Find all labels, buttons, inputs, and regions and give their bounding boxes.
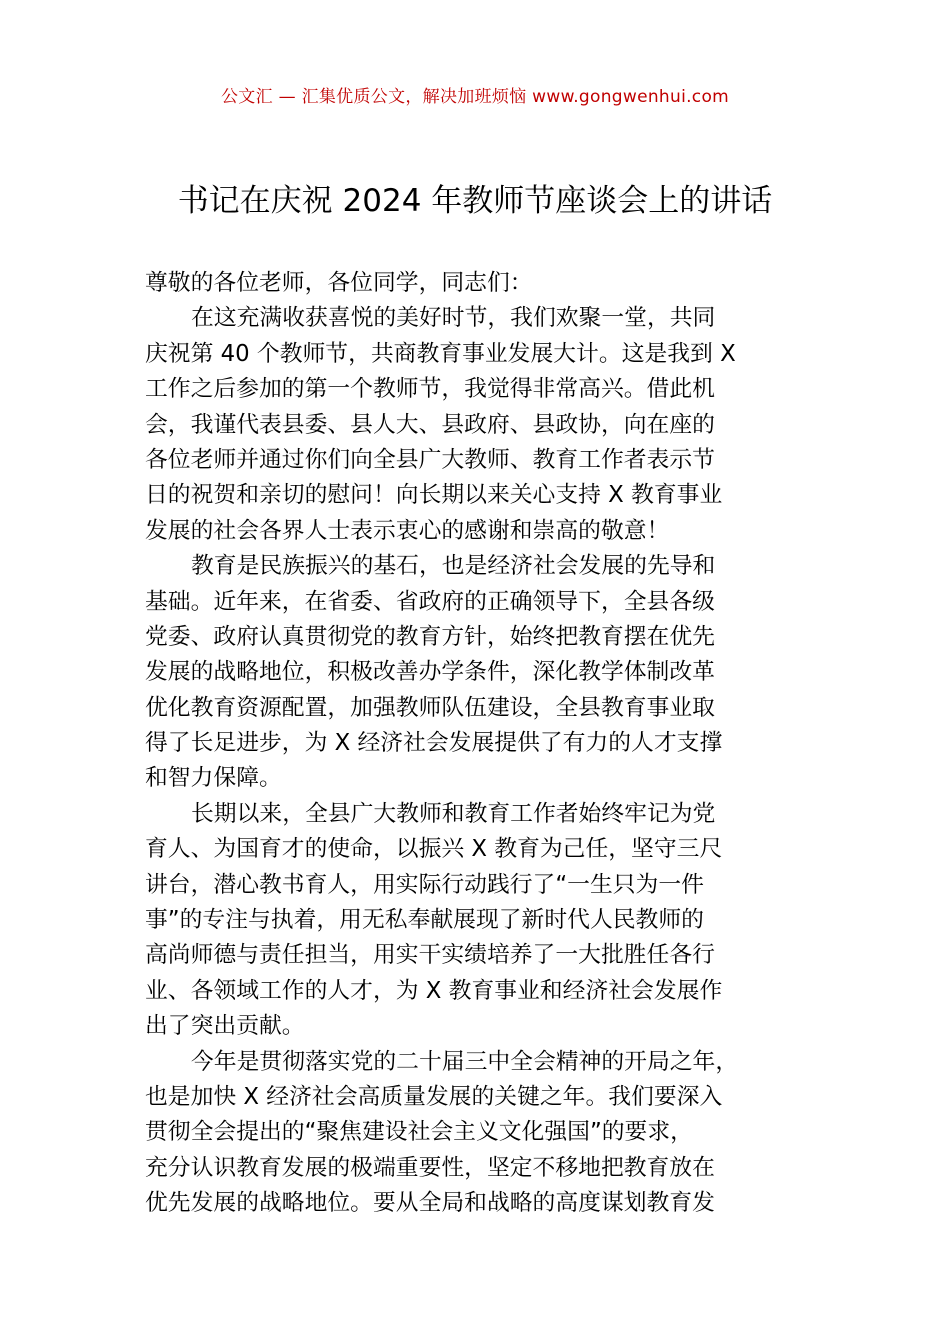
body-line: 尊敬的各位老师，各位同学，同志们：	[145, 270, 533, 296]
body-line: 党委、政府认真贯彻党的教育方针，始终把教育摆在优先	[145, 623, 715, 650]
body-line: 优先发展的战略地位。要从全局和战略的高度谋划教育发	[145, 1190, 715, 1217]
body-line: 得了长足进步，为 X 经济社会发展提供了有力的人才支撑	[145, 730, 723, 757]
body-line: 工作之后参加的第一个教师节，我觉得非常高兴。借此机	[145, 376, 715, 403]
body-line: 发展的战略地位，积极改善办学条件，深化教学体制改革	[145, 659, 715, 686]
body-line: 优化教育资源配置，加强教师队伍建设，全县教育事业取	[145, 694, 715, 721]
document-body	[145, 266, 810, 1222]
body-line: 高尚师德与责任担当，用实干实绩培养了一大批胜任各行	[145, 942, 715, 969]
body-line: 各位老师并通过你们向全县广大教师、教育工作者表示节	[145, 446, 715, 473]
body-line: 也是加快 X 经济社会高质量发展的关键之年。我们要深入	[145, 1083, 723, 1110]
body-line: 发展的社会各界人士表示衷心的感谢和崇高的敬意！	[145, 517, 670, 544]
body-line: 业、各领域工作的人才，为 X 教育事业和经济社会发展作	[145, 977, 723, 1004]
body-line: 事”的专注与执着，用无私奉献展现了新时代人民教师的	[145, 907, 704, 934]
body-line: 教育是民族振兴的基石，也是经济社会发展的先导和	[191, 553, 716, 580]
body-line: 长期以来，全县广大教师和教育工作者始终牢记为党	[191, 800, 716, 827]
body-line: 充分认识教育发展的极端重要性，坚定不移地把教育放在	[145, 1154, 715, 1181]
body-line: 会，我谨代表县委、县人大、县政府、县政协，向在座的	[145, 411, 715, 438]
body-line: 基础。近年来，在省委、省政府的正确领导下，全县各级	[145, 588, 715, 615]
body-line: 庆祝第 40 个教师节，共商教育事业发展大计。这是我到 X	[145, 340, 736, 367]
body-line: 出了突出贡献。	[145, 1013, 305, 1040]
body-line: 讲台，潜心教书育人，用实际行动践行了“一生只为一件	[145, 871, 704, 898]
body-line: 和智力保障。	[145, 765, 282, 792]
body-line: 在这充满收获喜悦的美好时节，我们欢聚一堂，共同	[191, 305, 716, 332]
body-line: 贯彻全会提出的“聚焦建设社会主义文化强国”的要求，	[145, 1119, 693, 1146]
body-line: 今年是贯彻落实党的二十届三中全会精神的开局之年，	[191, 1048, 739, 1075]
document-title: 书记在庆祝 2024 年教师节座谈会上的讲话	[177, 183, 773, 219]
header-banner: 公文汇 — 汇集优质公文，解决加班烦恼 www.gongwenhui.com	[220, 87, 730, 107]
body-line: 日的祝贺和亲切的慰问！向长期以来关心支持 X 教育事业	[145, 482, 723, 509]
body-line: 育人、为国育才的使命，以振兴 X 教育为己任，坚守三尺	[145, 836, 723, 863]
